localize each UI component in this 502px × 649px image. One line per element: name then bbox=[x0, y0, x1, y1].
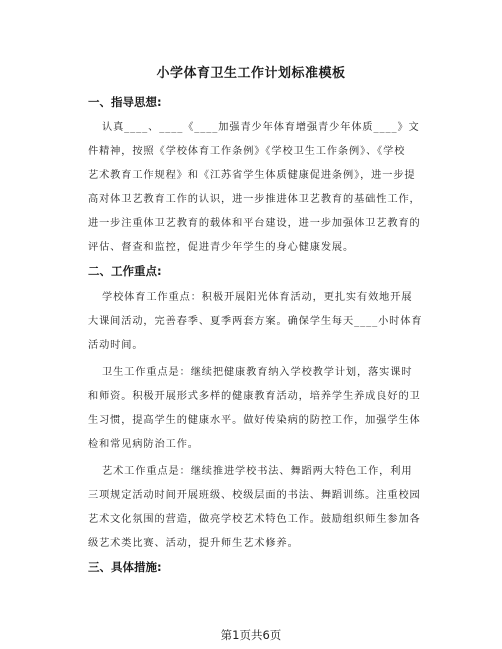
paragraph-line: 级艺术类比赛、活动，提升师生艺术修养。 bbox=[88, 538, 299, 549]
paragraph-line: 艺术教育工作规程》和《江苏省学生体质健康促进条例》，进一步提 bbox=[88, 170, 416, 181]
section-heading-work-focus: 二、工作重点: bbox=[88, 264, 162, 278]
paragraph-line: 认真____、____《____加强青少年体育增强青少年体质____》文 bbox=[102, 122, 420, 133]
paragraph-line: 件精神，按照《学校体育工作条例》《学校卫生工作条例》、《学校 bbox=[88, 146, 406, 157]
paragraph-line: 学校体育工作重点：积极开展阳光体育活动，更扎实有效地开展 bbox=[102, 292, 413, 303]
page-number-footer: 第1页共6页 bbox=[220, 628, 282, 642]
paragraph-line: 艺术文化氛围的营造，做亮学校艺术特色工作。鼓励组织师生参加各 bbox=[88, 514, 421, 525]
paragraph-line: 生习惯，提高学生的健康水平。做好传染病的防控工作，加强学生体 bbox=[88, 415, 421, 426]
paragraph-line: 和师资。积极开展形式多样的健康教育活动，培养学生养成良好的卫 bbox=[88, 391, 421, 402]
paragraph-line: 艺术工作重点是：继续推进学校书法、舞蹈两大特色工作，利用 bbox=[102, 466, 413, 477]
paragraph-line: 检和常见病防治工作。 bbox=[88, 439, 199, 450]
paragraph-line: 高对体卫艺教育工作的认识，进一步推进体卫艺教育的基础性工作， bbox=[88, 194, 421, 205]
paragraph-line: 活动时间。 bbox=[88, 340, 144, 351]
paragraph-line: 进一步注重体卫艺教育的载体和平台建设，进一步加强体卫艺教育的 bbox=[88, 218, 421, 229]
paragraph-line: 大课间活动，完善春季、夏季两套方案。确保学生每天____小时体育 bbox=[88, 316, 423, 327]
section-heading-guiding-ideology: 一、指导思想: bbox=[88, 95, 162, 109]
paragraph-line: 评估、督查和监控，促进青少年学生的身心健康发展。 bbox=[88, 242, 355, 253]
document-title: 小学体育卫生工作计划标准模板 bbox=[156, 66, 346, 81]
paragraph-line: 卫生工作重点是：继续把健康教育纳入学校教学计划，落实课时 bbox=[102, 367, 413, 378]
paragraph-line: 三项规定活动时间开展班级、校级层面的书法、舞蹈训练。注重校园 bbox=[88, 490, 421, 501]
section-heading-specific-measures: 三、具体措施: bbox=[88, 560, 162, 574]
